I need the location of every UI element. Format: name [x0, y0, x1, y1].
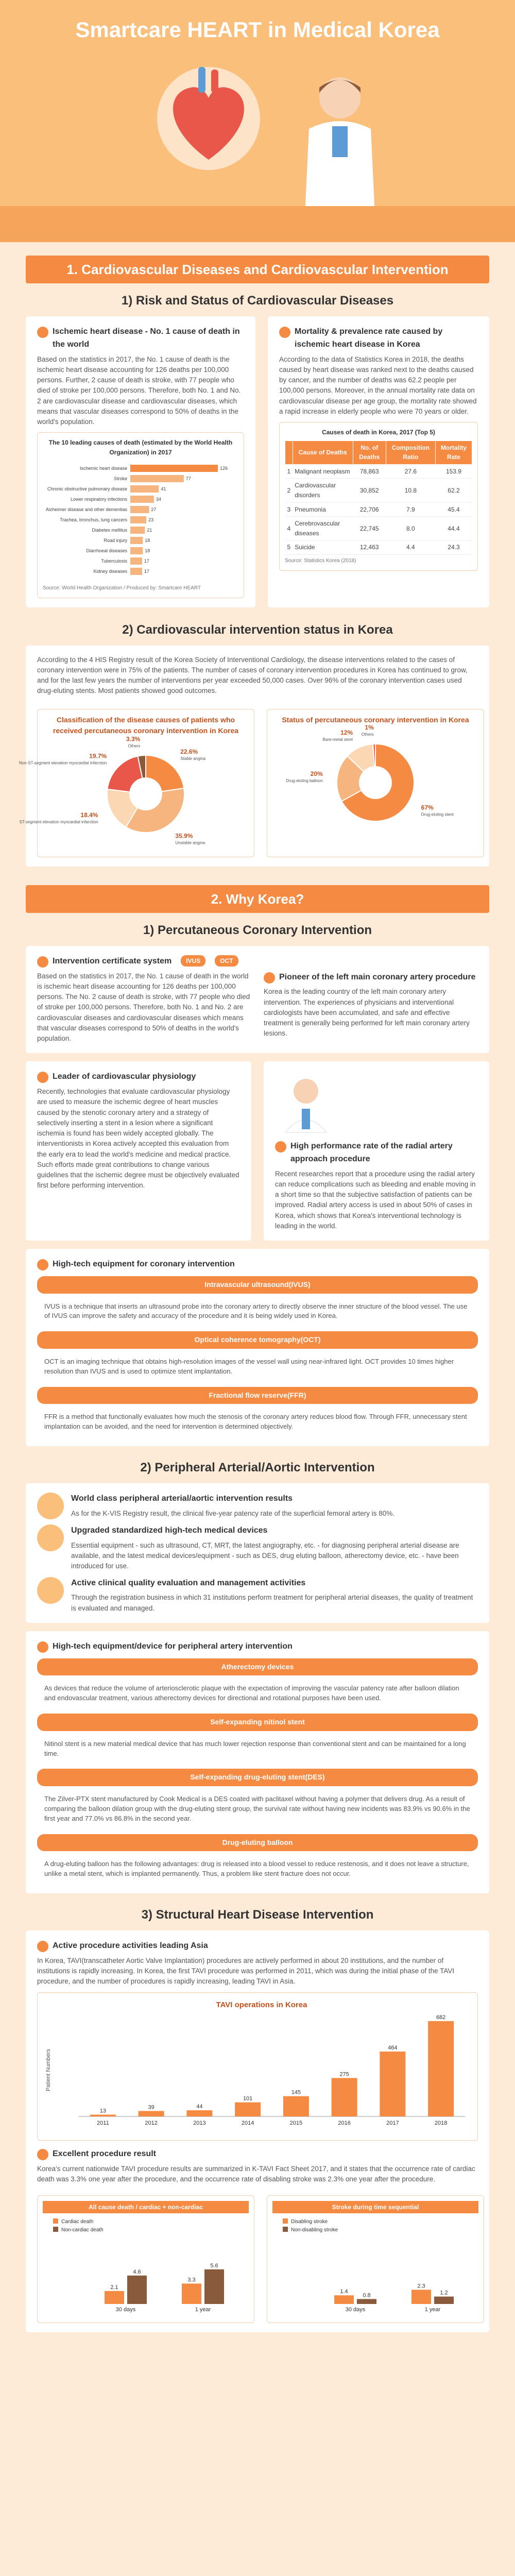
excellent-heading: Excellent procedure result	[53, 2149, 156, 2159]
leader-text: Recently, technologies that evaluate cardiovascular physiology are used to measure the ischemic degree of heart muscles caused by the stenotic coronary artery and a strategy of selectively inserting a stent in a lesion where a significant ischemia is found has been widely accepted globally. The interventionists in Korea actively accepted this evaluation from the early era to lead the world's medicine and medical practice. Such efforts made great contributions to change various guidelines that the ischemic degree must be objectively evaluated first before performing intervention.	[37, 1088, 239, 1190]
equip-heading: High-tech equipment for coronary intervention	[53, 1260, 235, 1269]
bar-value: 275	[339, 2071, 349, 2077]
section-1	[0, 256, 515, 867]
table-cell: 4	[285, 517, 293, 540]
pie-label: Drug-eluting balloon	[286, 778, 323, 784]
pie-value: 22.6%	[180, 748, 198, 756]
bullet-icon	[37, 2149, 48, 2160]
cert-heading: Intervention certificate system	[53, 956, 172, 965]
tick-label: 1 year	[195, 2306, 211, 2313]
table-header-row	[285, 440, 472, 464]
bar	[105, 2291, 124, 2303]
athero-text: As devices that reduce the volume of arteriosclerotic plaque with the expectation of improving the vascular patency rate after balloon dilation and endovascular treatment, various atherectomy devices for directional and rotational purposes have been used.	[37, 1679, 478, 1708]
cert-card	[26, 946, 489, 1054]
tick-label: 2015	[289, 2120, 303, 2126]
pioneer-text: Korea is the leading country of the left main coronary artery intervention. The experiences of physicians and interventional cardiologists have been accumulated, and safe and effective treatment is generally being performed for left main coronary artery lesions.	[264, 988, 470, 1038]
bar	[130, 465, 218, 472]
tick-label: 2014	[241, 2120, 254, 2126]
pie-value: 19.7%	[89, 752, 107, 760]
ses-banner: Self-expanding drug-eluting stent(DES)	[37, 1769, 478, 1786]
table-cell: 30,852	[353, 479, 386, 502]
mortality-card	[268, 316, 489, 607]
bullet-icon	[37, 1641, 48, 1653]
legend-swatch	[283, 2227, 288, 2232]
leader-card	[26, 1061, 251, 1241]
table-cell: 7.9	[386, 502, 435, 517]
legend-swatch	[53, 2218, 58, 2224]
mortality-text: According to the data of Statistics Korea in 2018, the deaths caused by heart disease was ranked next to the deaths caused by cancer, and the number of deaths was 62.2 people per 100,000 persons. Moreover, in the annual mortality rate data on cardiovascular disease per age group, the mortality rate showed a rapid increase in elderly people who were 70 years or older.	[279, 355, 477, 415]
chart1-source: Source: World Health Organization / Produced by: Smartcare HEART	[43, 585, 201, 591]
bar-value: 464	[388, 2044, 398, 2051]
ffr-banner: Fractional flow reserve(FFR)	[37, 1387, 478, 1404]
chart-title: TAVI operations in Korea	[216, 2000, 307, 2009]
radial-text: Recent researches report that a procedure using the radial artery can reduce complications such as bleeding and enable moving in a short time so that the subjective satisfaction of patients can be improved. Radial artery access is used in about 50% of cases in Korea, which shows that Korea's interventional technology is leading in the world.	[275, 1170, 476, 1230]
bar-value: 101	[243, 2095, 253, 2102]
cert-text: Based on the statistics in 2017, the No. 1 cause of death in the world is ischemic heart disease accounting for 126 deaths per 100,000 persons. The No. 2 cause of death is stroke, with 77 people who died of stroke per 100,000 persons. Therefore, both No. 1 and No. 2 are cardiovascular diseases and cardiovascular diseases which means that vascular diseases correspond to 50% of deaths in the world's population.	[37, 972, 250, 1043]
quality-text: Through the registration business in which 31 institutions perform treatment for peripheral arterial diseases, the quality of treatment is evaluated and managed.	[71, 1594, 473, 1612]
subsection-2-1-title: 1) Percutaneous Coronary Intervention	[143, 923, 372, 937]
bar	[130, 568, 142, 575]
mortality-heading: Mortality & prevalence rate caused by ischemic heart disease in Korea	[295, 327, 443, 349]
bullet-icon	[37, 956, 48, 968]
bullet-icon	[37, 327, 48, 338]
bar	[186, 2110, 212, 2116]
tavi-heading: Active procedure activities leading Asia	[53, 1941, 208, 1951]
status-text: According to the 4 HIS Registry result of the Korea Society of Interventional Cardiology, the disease interventions related to the cases of coronary intervention were in 75% of the patients. The number of cases of coronary intervention procedures in Korea has continued to grow, and for the last few years the number of interventions per year exceeded 50,000 cases. Over 96% of the coronary intervention cases used drug-eluting stents. Most patients showed good outcomes.	[37, 655, 468, 695]
status-card	[19, 646, 489, 867]
pie1-box	[19, 709, 254, 857]
bar	[204, 2269, 224, 2303]
bullet-icon	[37, 1072, 48, 1083]
bar-value: 18	[145, 548, 150, 553]
bar	[130, 547, 143, 554]
oct-tag: OCT	[215, 955, 238, 967]
bar-value: 13	[99, 2108, 106, 2114]
tick-label: 1 year	[424, 2306, 441, 2313]
leader-heading: Leader of cardiovascular physiology	[53, 1072, 196, 1081]
bar-label: Road injury	[104, 537, 127, 543]
hightech-card	[26, 1631, 489, 1893]
bar-label: Diabetes mellitus	[92, 527, 127, 533]
bar	[130, 537, 143, 544]
bar	[130, 475, 184, 482]
bar-value: 1.4	[340, 2288, 348, 2295]
equip-card	[26, 1249, 489, 1446]
bar-label: Kidney diseases	[93, 568, 127, 574]
table-row	[285, 479, 472, 502]
legend-swatch	[53, 2227, 58, 2232]
subsection-1-1-title: 1) Risk and Status of Cardiovascular Diseases	[121, 294, 394, 308]
table-cell: 3	[285, 502, 293, 517]
bar-value: 2.3	[417, 2282, 425, 2289]
table-cell: 44.4	[435, 517, 472, 540]
selfexp-text: Nitinol stent is a new material medical device that has much lower rejection response than conventional stent and can be maintained for a long time.	[37, 1734, 478, 1764]
bullet-icon	[264, 972, 275, 984]
leading-causes-chart	[37, 432, 244, 598]
table-body	[285, 464, 472, 554]
table-row	[285, 517, 472, 540]
section-1-title: 1. Cardiovascular Diseases and Cardiovascular Intervention	[26, 256, 489, 283]
oct-text: OCT is an imaging technique that obtains high-resolution images of the vessel wall using near-infrared light. OCT provides 10 times higher resolution than IVUS and is used to optimize stent implantation.	[37, 1352, 478, 1382]
athero-banner: Atherectomy devices	[37, 1658, 478, 1676]
bar	[235, 2102, 261, 2116]
table-cell: 4.4	[386, 540, 435, 555]
pie-label: ST-segment elevation myocardial infarction	[19, 820, 98, 825]
bar	[434, 2296, 454, 2303]
oct-banner: Optical coherence tomography(OCT)	[37, 1331, 478, 1349]
ischemic-text: Based on the statistics in 2017, the No. 1 cause of death is the ischemic heart disease accounting for 126 deaths per 100,000 persons. Further, 2 cause of death is stroke, with 77 people who died of stroke per 100,000 persons. Therefore, both No. 1 and No. 2 are cardiovascular disease and cardiovascular diseases, which means that vascular diseases correspond to 50% of deaths in the world's population.	[37, 355, 241, 426]
pie-value: 3.3%	[126, 735, 141, 743]
quality-heading: Active clinical quality evaluation and management activities	[71, 1578, 306, 1587]
bar-value: 18	[145, 537, 150, 543]
ischemic-heading: Ischemic heart disease - No. 1 cause of death in the world	[53, 327, 240, 349]
table-cell: 5	[285, 540, 293, 555]
pie-value: 35.9%	[175, 832, 193, 840]
table-cell: 22,745	[353, 517, 386, 540]
bar	[130, 527, 145, 534]
bar-value: 77	[185, 476, 191, 481]
bar-value: 1.2	[440, 2290, 448, 2296]
hero-band	[0, 206, 515, 242]
table-cell: Cardiovascular disorders	[293, 479, 353, 502]
stroke-chart-box	[267, 2195, 484, 2324]
bar-label: Alzheimer disease and other dementias	[45, 506, 127, 512]
bar-value: 34	[156, 496, 161, 502]
pie1-svg	[19, 735, 249, 848]
table-cell: 27.6	[386, 464, 435, 479]
bar	[90, 2114, 116, 2116]
table-source: Source: Statistics Korea (2018)	[285, 558, 356, 564]
bullet-icon	[279, 327, 290, 338]
section-2	[0, 885, 515, 2332]
table-cell: 22,706	[353, 502, 386, 517]
bar	[130, 516, 146, 523]
heart-illustration	[154, 57, 263, 175]
table-header-cell: Cause of Deaths	[293, 440, 353, 464]
bar	[283, 2096, 309, 2116]
death-chart-box	[37, 2195, 254, 2324]
table-cell: Malignant neoplasm	[293, 464, 353, 479]
table-cell: Cerebrovascular diseases	[293, 517, 353, 540]
bullet-icon	[37, 1259, 48, 1270]
bar	[428, 2021, 454, 2116]
pie-label: Bare-metal stent	[322, 737, 353, 742]
bar-value: 21	[147, 527, 152, 533]
deb-banner: Drug-eluting balloon	[37, 1834, 478, 1852]
stroke-chart-svg	[272, 2201, 478, 2314]
bar-label: Tuberculosis	[101, 558, 127, 564]
tick-label: 2018	[434, 2120, 448, 2126]
tavi-chart-box	[37, 1992, 478, 2141]
ivus-tag: IVUS	[181, 955, 205, 967]
bar-value: 0.8	[363, 2292, 371, 2298]
pie-label: Stable angina	[180, 756, 206, 761]
world-heading: World class peripheral arterial/aortic intervention results	[71, 1494, 293, 1503]
bar	[182, 2283, 201, 2304]
tick-label: 2016	[338, 2120, 351, 2126]
bar-label: Chronic obstructive pulmonary disease	[47, 486, 127, 492]
table-header-cell: No. of Deaths	[353, 440, 386, 464]
bar	[332, 2078, 357, 2116]
subsection-2-3-title: 3) Structural Heart Disease Intervention	[141, 1908, 374, 1922]
bullet-icon	[275, 1141, 286, 1153]
bar-label: Diarrhoeal diseases	[86, 548, 127, 553]
bar-value: 145	[291, 2089, 301, 2096]
table-cell: 1	[285, 464, 293, 479]
table-cell: 10.8	[386, 479, 435, 502]
bar-value: 3.3	[187, 2276, 196, 2283]
korea-death-table	[285, 440, 472, 555]
tavi-text: In Korea, TAVI(transcatheter Aortic Valve Implantation) procedures are actively performed in about 20 institutions, and the number of institutions is rapidly increasing. In Korea, the first TAVI procedure was performed in 2011, which was during the initial phase of the TAVI procedure, and the number of procedures is rapidly increasing, leading TAVI in Asia.	[37, 1956, 455, 1986]
bar	[334, 2295, 354, 2304]
page-title: Smartcare HEART in Medical Korea	[75, 18, 440, 42]
deb-text: A drug-eluting balloon has the following advantages: drug is released into a blood vessel to reduce restenosis, and it does not leave a structure, unlike a metal stent, which is implanted permanently. Thus, a problem like stent fracture does not occur.	[37, 1854, 478, 1884]
pie-value: 12%	[340, 729, 353, 737]
excellent-text: Korea's current nationwide TAVI procedure results are summarized in K-TAVI Fact Sheet 2017, and it states that the occurrence rate of cardiac death was 3.3% one year after the procedure, and the occurrence rate of disabling stroke was 2.3% one year after the procedure.	[37, 2165, 475, 2183]
bar-label: Ischemic heart disease	[79, 465, 127, 471]
table-cell: Pneumonia	[293, 502, 353, 517]
pie-value: 18.4%	[80, 811, 98, 819]
world-text: As for the K-VIS Registry result, the clinical five-year patency rate of the superficial femoral artery is 80%.	[71, 1509, 395, 1517]
hero-banner	[0, 0, 515, 242]
tick-label: 2011	[97, 2120, 109, 2126]
tick-label: 30 days	[115, 2306, 136, 2313]
section-2-title: 2. Why Korea?	[26, 885, 489, 913]
upgraded-heading: Upgraded standardized high-tech medical devices	[71, 1526, 268, 1535]
globe-icon	[37, 1493, 64, 1519]
legend-label: Disabling stroke	[291, 2218, 328, 2225]
selfexp-banner: Self-expanding nitinol stent	[37, 1714, 478, 1731]
legend-label: Non-disabling stroke	[291, 2227, 338, 2233]
bar	[130, 485, 159, 493]
radial-card	[264, 1061, 489, 1241]
chart-title: Stroke during time sequential	[332, 2203, 419, 2211]
death-chart-svg	[43, 2201, 249, 2314]
bar-value: 27	[151, 506, 157, 512]
doctor-icon	[275, 1071, 337, 1132]
legend-label: Non-cardiac death	[61, 2227, 104, 2233]
tavi-chart-svg	[43, 1998, 480, 2132]
table-cell: 153.9	[435, 464, 472, 479]
ischemic-card	[26, 316, 255, 607]
bar	[130, 496, 154, 503]
bar-value: 41	[161, 486, 166, 492]
tick-label: 2013	[193, 2120, 206, 2126]
bar	[380, 2052, 405, 2116]
bar-label: Trachea, bronchus, lung cancers	[60, 517, 127, 522]
korea-death-table-box	[279, 422, 478, 570]
table-cell: Suicide	[293, 540, 353, 555]
table-row	[285, 502, 472, 517]
pie-label: Others	[361, 732, 374, 737]
table-row	[285, 464, 472, 479]
bullet-icon	[37, 1941, 48, 1952]
pie1-title: Classification of the disease causes of patients who received percutaneous coronary intervention in Korea	[53, 715, 239, 735]
pie2-svg	[272, 724, 478, 837]
bar-value: 2.1	[110, 2284, 118, 2291]
bar-value: 126	[220, 465, 228, 471]
tick-label: 2017	[386, 2120, 399, 2126]
bar	[139, 2111, 164, 2116]
ffr-text: FFR is a method that functionally evaluates how much the stenosis of the coronary artery reduces blood flow. Through FFR, unnecessary stent implantation can be avoided, and the need for intervention is determined objectively.	[37, 1407, 478, 1437]
pie-value: 20%	[310, 770, 323, 778]
bar	[130, 506, 149, 513]
pie-label: Others	[128, 743, 141, 749]
bar-value: 39	[148, 2104, 154, 2110]
bar-value: 4.6	[133, 2268, 141, 2275]
bar	[130, 557, 142, 565]
bar-value: 5.6	[210, 2262, 218, 2269]
table-cell: 24.3	[435, 540, 472, 555]
table-cell: 2	[285, 479, 293, 502]
bar	[127, 2275, 147, 2303]
table-cell: 78,863	[353, 464, 386, 479]
pioneer-heading: Pioneer of the left main coronary artery procedure	[279, 972, 476, 981]
bar-value: 17	[144, 558, 149, 564]
table-header-cell: Composition Ratio	[386, 440, 435, 464]
pie-hole	[129, 777, 162, 810]
y-axis-label: Patient Numbers	[45, 2048, 52, 2091]
pie-value: 1%	[365, 724, 374, 732]
hightech-heading: High-tech equipment/device for peripheral artery intervention	[53, 1641, 293, 1651]
bar-label: Lower respiratory infections	[70, 496, 127, 502]
table-caption: Causes of death in Korea, 2017 (Top 5)	[322, 429, 435, 436]
bar-value: 682	[436, 2014, 446, 2021]
table-cell: 45.4	[435, 502, 472, 517]
pie-label: Unstable angina	[175, 840, 205, 845]
table-cell: 62.2	[435, 479, 472, 502]
bar-value: 17	[144, 568, 149, 574]
table-row	[285, 540, 472, 555]
pie-value: 67%	[421, 804, 434, 811]
tick-label: 30 days	[345, 2306, 366, 2313]
legend-label: Cardiac death	[61, 2218, 94, 2225]
pie2-box	[267, 709, 484, 857]
tick-label: 2012	[145, 2120, 158, 2126]
bar-value: 23	[148, 517, 154, 522]
pie-label: Drug-eluting stent	[421, 812, 454, 817]
pie-label: Non-ST-segment elevation myocardial infarction	[19, 760, 107, 766]
bar-value: 44	[196, 2103, 203, 2110]
chart-title: All cause death / cardiac + non-cardiac	[89, 2203, 203, 2211]
device-icon	[37, 1524, 64, 1551]
table-header-cell: Mortality Rate	[435, 440, 472, 464]
table-cell: 12,463	[353, 540, 386, 555]
subsection-1-2-title: 2) Cardiovascular intervention status in Korea	[122, 622, 393, 637]
ses-text: The Zilver-PTX stent manufactured by Cook Medical is a DES coated with paclitaxel without having a polymer that delivers drug. As a result of comparing the balloon dilation group with the drug-eluting stent group, the survival rate without having new incidents was 83.9% vs 90.6% in the first year and 77.0% vs 86.8% in the second year.	[37, 1789, 478, 1829]
peripheral-card	[26, 1483, 489, 1623]
chart1-caption: The 10 leading causes of death (estimated by the World Health Organization) in 2017	[48, 439, 233, 456]
radial-heading: High performance rate of the radial artery approach procedure	[290, 1142, 453, 1163]
table-cell: 8.0	[386, 517, 435, 540]
pie-hole	[359, 766, 392, 799]
bar-label: Stroke	[113, 476, 127, 481]
legend-swatch	[283, 2218, 288, 2224]
tavi-card	[26, 1930, 489, 2332]
ivus-text: IVUS is a technique that inserts an ultrasound probe into the coronary artery to directly observe the inner structure of the blood vessel. The use of IVUS can improve the safety and accuracy of the procedure and it is being widely used in Korea.	[37, 1297, 478, 1327]
bar	[357, 2299, 376, 2304]
upgraded-text: Essential equipment - such as ultrasound, CT, MRT, the latest angiography, etc. - for diagnosing peripheral arterial disease are available, and the latest medical devices/equipment - such as DES, drug eluting balloon, atherectomy device, etc. - have been introduced for use.	[71, 1541, 459, 1570]
subsection-2-2-title: 2) Peripheral Arterial/Aortic Intervention	[140, 1461, 375, 1475]
bar	[411, 2290, 431, 2304]
ivus-banner: Intravascular ultrasound(IVUS)	[37, 1276, 478, 1294]
clipboard-icon	[37, 1577, 64, 1604]
pie2-title: Status of percutaneous coronary intervention in Korea	[282, 715, 469, 724]
leading-causes-svg	[43, 461, 238, 579]
table-header-cell	[285, 440, 293, 464]
